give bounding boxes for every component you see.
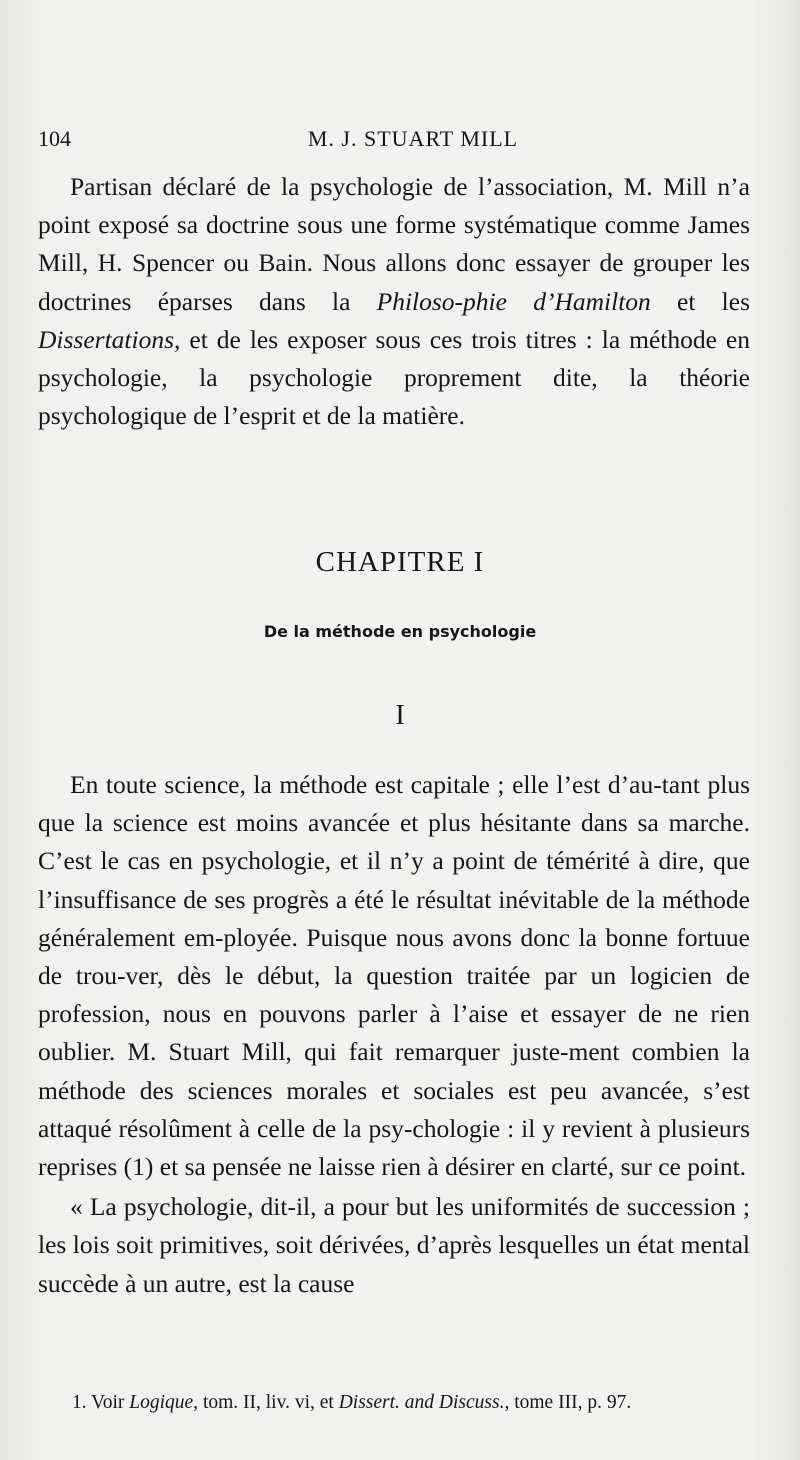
intro-text-3: et de les exposer sous ces trois titres : la méthode en psychologie, la psychologie proprement dite, la théorie psychologique de l’esprit et de la matière. [38, 324, 750, 431]
running-head: M. J. STUART MILL [307, 126, 519, 151]
page-number: 104 [38, 126, 71, 151]
intro-text-2: et les [650, 286, 750, 316]
footnote-text-1: Voir [86, 1392, 130, 1413]
footnote-text-2: tom. II, liv. vi, et [198, 1392, 339, 1413]
footnote [72, 1392, 772, 1414]
chapter-title: CHAPITRE I [315, 546, 485, 578]
body-paragraph-2: « La psychologie, dit-il, a pour but les uniformités de succession ; les lois soit primitives, soit dérivées, d’après lesquelles un état mental succède à un autre, est la cause [38, 1192, 750, 1298]
chapter-subtitle: De la méthode en psychologie [263, 622, 537, 641]
footnote-italic-1: Logique, [129, 1392, 199, 1413]
body-paragraph-1: En toute science, la méthode est capitale ; elle l’est d’au-tant plus que la science est moins avancée et plus hésitante dans sa marche. C’est le cas en psychologie, et il n’y a point de témérité à dire, que l’insuffisance de ses progrès a été le résultat inévitable de la méthode généralement em-ployée. Puisque nous avons donc la bonne fortuue de trou-ver, dès le début, la question traitée par un logicien de profession, nous en pouvons parler à l’aise et essayer de ne rien oublier. M. Stuart Mill, qui fait remarquer juste-ment combien la méthode des sciences morales et sociales est peu avancée, s’est attaqué résolûment à celle de la psy-chologie : il y revient à plusieurs reprises (1) et sa pensée ne laisse rien à désirer en clarté, sur ce point. [38, 770, 750, 1182]
intro-text-1: Partisan déclaré de la psychologie de l’association, M. Mill n’a point exposé sa doctrine sous une forme systématique comme James Mill, H. Spencer ou Bain. Nous allons donc essayer de grouper les doctrines éparses dans la [38, 172, 750, 316]
intro-paragraph-block [38, 168, 750, 435]
footnote-text-3: tome III, p. 97. [509, 1392, 632, 1413]
footnote-italic-2: Dissert. and Discuss., [338, 1392, 510, 1413]
main-text-block [38, 766, 750, 1303]
section-number: I [395, 700, 405, 731]
intro-paragraph [38, 168, 750, 435]
page-header [38, 126, 758, 156]
intro-italic-title-1: Philoso-phie d’Hamilton [376, 286, 651, 316]
intro-italic-title-2: Dissertations, [38, 324, 181, 354]
footnote-number: 1. [72, 1392, 87, 1413]
